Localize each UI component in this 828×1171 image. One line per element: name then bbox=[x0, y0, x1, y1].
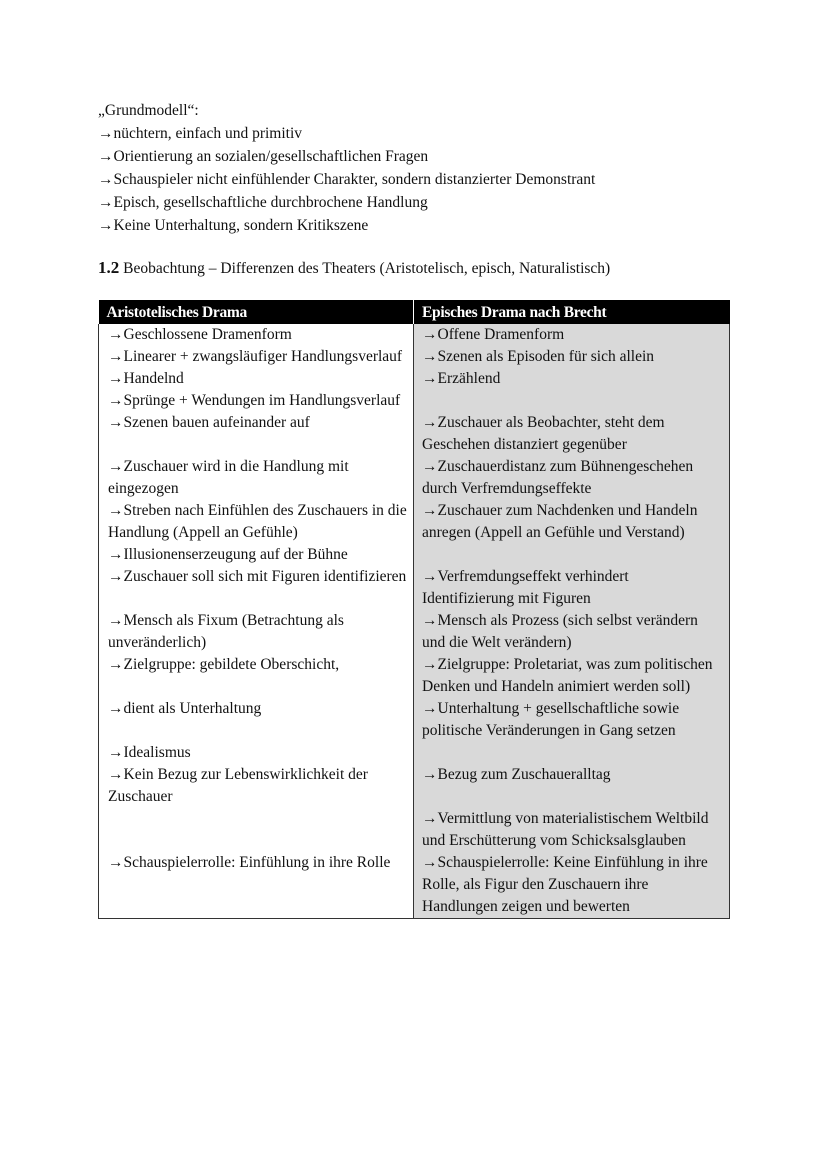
comparison-table bbox=[98, 300, 730, 919]
cell-aristotelian: →dient als Unterhaltung bbox=[99, 698, 414, 742]
section-number: 1.2 bbox=[98, 258, 120, 277]
cell-aristotelian: →Streben nach Einfühlen des Zuschauers in die Handlung (Appell an Gefühle) bbox=[99, 500, 414, 544]
table-row bbox=[99, 610, 730, 654]
table-row bbox=[99, 566, 730, 610]
cell-aristotelian: →Sprünge + Wendungen im Handlungsverlauf bbox=[99, 390, 414, 412]
intro-line: →nüchtern, einfach und primitiv bbox=[98, 125, 303, 142]
cell-epic: →Vermittlung von materialistischem Weltbild und Erschütterung vom Schicksalsglauben bbox=[414, 808, 730, 852]
cell-epic: →Zuschauer als Beobachter, steht dem Geschehen distanziert gegenüber bbox=[414, 412, 730, 456]
cell-epic: →Offene Dramenform bbox=[414, 324, 730, 346]
cell-epic: →Szenen als Episoden für sich allein bbox=[414, 346, 730, 368]
table-row bbox=[99, 324, 730, 346]
cell-aristotelian: →Schauspielerrolle: Einfühlung in ihre Rolle bbox=[99, 852, 414, 919]
intro-line: „Grundmodell“: bbox=[98, 102, 199, 119]
cell-epic: →Bezug zum Zuschaueralltag bbox=[414, 764, 730, 808]
cell-epic bbox=[414, 742, 730, 764]
cell-aristotelian: →Illusionenserzeugung auf der Bühne bbox=[99, 544, 414, 566]
table-row bbox=[99, 544, 730, 566]
section-heading bbox=[98, 256, 738, 281]
table-row bbox=[99, 808, 730, 852]
table-row bbox=[99, 412, 730, 456]
table-row bbox=[99, 346, 730, 368]
cell-epic: →Mensch als Prozess (sich selbst verändern und die Welt verändern) bbox=[414, 610, 730, 654]
cell-aristotelian: →Geschlossene Dramenform bbox=[99, 324, 414, 346]
section-title: Beobachtung – Differenzen des Theaters (Aristotelisch, episch, Naturalistisch) bbox=[123, 260, 611, 277]
table-header-row bbox=[99, 300, 730, 324]
column-header-epic: Episches Drama nach Brecht bbox=[414, 300, 730, 324]
cell-aristotelian: →Handelnd bbox=[99, 368, 414, 390]
cell-aristotelian: →Zielgruppe: gebildete Oberschicht, bbox=[99, 654, 414, 698]
cell-aristotelian: →Zuschauer wird in die Handlung mit eingezogen bbox=[99, 456, 414, 500]
table-row bbox=[99, 456, 730, 500]
table-row bbox=[99, 500, 730, 544]
table-row bbox=[99, 368, 730, 390]
table-row bbox=[99, 698, 730, 742]
intro-line: →Schauspieler nicht einfühlender Charakter, sondern distanzierter Demonstrant bbox=[98, 171, 596, 188]
column-header-aristotelian: Aristotelisches Drama bbox=[99, 300, 414, 324]
cell-aristotelian bbox=[99, 808, 414, 852]
cell-aristotelian: →Linearer + zwangsläufiger Handlungsverlauf bbox=[99, 346, 414, 368]
cell-epic bbox=[414, 544, 730, 566]
cell-aristotelian: →Idealismus bbox=[99, 742, 414, 764]
cell-epic: →Zuschauerdistanz zum Bühnengeschehen durch Verfremdungseffekte bbox=[414, 456, 730, 500]
cell-epic: →Zuschauer zum Nachdenken und Handeln anregen (Appell an Gefühle und Verstand) bbox=[414, 500, 730, 544]
table-row bbox=[99, 654, 730, 698]
cell-epic: →Verfremdungseffekt verhindert Identifizierung mit Figuren bbox=[414, 566, 730, 610]
cell-aristotelian: →Szenen bauen aufeinander auf bbox=[99, 412, 414, 456]
cell-epic bbox=[414, 390, 730, 412]
intro-notes bbox=[98, 99, 738, 237]
cell-aristotelian: →Zuschauer soll sich mit Figuren identifizieren bbox=[99, 566, 414, 610]
intro-line: →Orientierung an sozialen/gesellschaftlichen Fragen bbox=[98, 148, 429, 165]
cell-epic: →Schauspielerrolle: Keine Einfühlung in ihre Rolle, als Figur den Zuschauern ihre Handlungen zeigen und bewerten bbox=[414, 852, 730, 919]
table-row bbox=[99, 852, 730, 919]
cell-epic: →Erzählend bbox=[414, 368, 730, 390]
table-row bbox=[99, 764, 730, 808]
intro-line: →Keine Unterhaltung, sondern Kritikszene bbox=[98, 217, 369, 234]
cell-aristotelian: →Kein Bezug zur Lebenswirklichkeit der Zuschauer bbox=[99, 764, 414, 808]
cell-epic: →Zielgruppe: Proletariat, was zum politischen Denken und Handeln animiert werden soll) bbox=[414, 654, 730, 698]
intro-line: →Episch, gesellschaftliche durchbrochene Handlung bbox=[98, 194, 428, 211]
table-row bbox=[99, 742, 730, 764]
cell-epic: →Unterhaltung + gesellschaftliche sowie politische Veränderungen in Gang setzen bbox=[414, 698, 730, 742]
table-row bbox=[99, 390, 730, 412]
cell-aristotelian: →Mensch als Fixum (Betrachtung als unveränderlich) bbox=[99, 610, 414, 654]
